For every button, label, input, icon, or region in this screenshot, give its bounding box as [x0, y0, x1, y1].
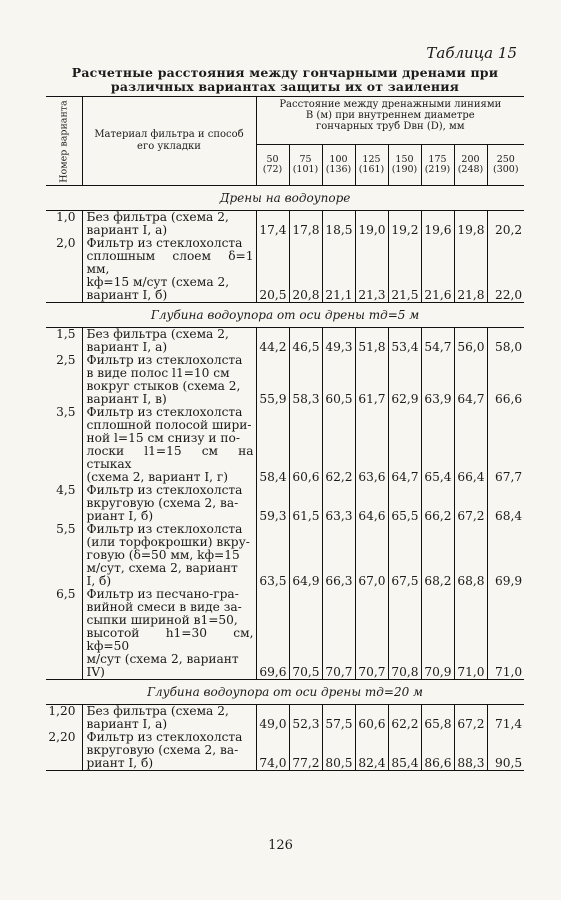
- header-diameter: 250 (300): [487, 145, 524, 186]
- table-row: [46, 237, 524, 303]
- distance-value: 61,7: [355, 354, 388, 406]
- filter-description: Фильтр из стеклохолста вкруговую (схема 2, ва- риант I, б): [82, 731, 256, 771]
- table-row: [46, 588, 524, 680]
- distance-value: 19,0: [355, 211, 388, 238]
- page-number: 126: [268, 838, 293, 853]
- distance-value: 85,4: [388, 731, 421, 771]
- distance-value: 70,8: [388, 588, 421, 680]
- header-diameter: 150 (190): [388, 145, 421, 186]
- distance-value: 55,9: [256, 354, 289, 406]
- table-row: [46, 523, 524, 588]
- distance-value: 49,3: [322, 328, 355, 355]
- table-row: [46, 211, 524, 238]
- distance-value: 66,2: [421, 484, 454, 523]
- distance-value: 52,3: [289, 705, 322, 732]
- distance-value: 19,2: [388, 211, 421, 238]
- variant-number: 4,5: [46, 484, 82, 523]
- distance-value: 63,9: [421, 354, 454, 406]
- header-diameter: 200 (248): [454, 145, 487, 186]
- distance-value: 62,2: [388, 705, 421, 732]
- distance-value: 67,0: [355, 523, 388, 588]
- distance-value: 51,8: [355, 328, 388, 355]
- distance-value: 58,3: [289, 354, 322, 406]
- header-diameter: 100 (136): [322, 145, 355, 186]
- table-row: [46, 484, 524, 523]
- distance-value: 19,6: [421, 211, 454, 238]
- distance-value: 61,5: [289, 484, 322, 523]
- distance-value: 46,5: [289, 328, 322, 355]
- distance-value: 90,5: [487, 731, 524, 771]
- distance-value: 20,8: [289, 237, 322, 303]
- header-diameter: 50 (72): [256, 145, 289, 186]
- distance-value: 64,7: [454, 354, 487, 406]
- distance-value: 21,3: [355, 237, 388, 303]
- distance-value: 66,3: [322, 523, 355, 588]
- distance-value: 77,2: [289, 731, 322, 771]
- distance-value: 67,7: [494, 470, 523, 484]
- distance-value: 21,8: [454, 237, 487, 303]
- distance-value: 82,4: [355, 731, 388, 771]
- table-row: [46, 705, 524, 732]
- distance-value: 18,5: [322, 211, 355, 238]
- distance-value: 60,6: [289, 406, 322, 484]
- table-row: [46, 731, 524, 771]
- header-diameter: 125 (161): [355, 145, 388, 186]
- distance-value: 74,0: [256, 731, 289, 771]
- table-title: [70, 66, 500, 94]
- variant-number: 6,5: [46, 588, 82, 680]
- distance-value: 68,8: [454, 523, 487, 588]
- distance-value: 44,2: [256, 328, 289, 355]
- variant-number: 1,0: [46, 211, 82, 238]
- distance-value: 17,8: [289, 211, 322, 238]
- distance-value: 58,4: [256, 406, 289, 484]
- title-line-2: различных вариантах защиты их от заиления: [110, 79, 460, 94]
- header-diameter: 75 (101): [289, 145, 322, 186]
- distance-value: 19,8: [454, 211, 487, 238]
- distance-value: 70,7: [355, 588, 388, 680]
- distance-value: 68,4: [494, 509, 523, 523]
- distance-value: 63,6: [355, 406, 388, 484]
- table-row: [46, 406, 524, 484]
- distance-value: 71,0: [487, 588, 524, 680]
- distance-value: 54,7: [421, 328, 454, 355]
- header-material: Материал фильтра и способ его укладки: [82, 97, 256, 186]
- drain-distance-table: [46, 96, 524, 771]
- variant-number: 2,0: [46, 237, 82, 303]
- distance-value: 21,6: [421, 237, 454, 303]
- distance-value: 68,2: [421, 523, 454, 588]
- table-caption: Таблица 15: [426, 44, 517, 62]
- distance-value: 67,5: [388, 523, 421, 588]
- distance-value: 70,5: [289, 588, 322, 680]
- distance-value: 21,1: [322, 237, 355, 303]
- table-row: [46, 328, 524, 355]
- filter-description: Без фильтра (схема 2, вариант I, а): [82, 328, 256, 355]
- distance-value: 86,6: [421, 731, 454, 771]
- distance-value: 71,0: [454, 588, 487, 680]
- title-line-1: Расчетные расстояния между гончарными дренами при: [71, 65, 499, 80]
- variant-number: 1,5: [46, 328, 82, 355]
- distance-value: 69,9: [494, 574, 523, 588]
- distance-value: 65,4: [421, 406, 454, 484]
- header-distance: Расстояние между дренажными линиями В (м) при внутреннем диаметре гончарных труб Dвн (D), мм: [256, 97, 524, 145]
- distance-value: 66,6: [494, 392, 523, 406]
- distance-value: 64,7: [388, 406, 421, 484]
- distance-value: 64,9: [289, 523, 322, 588]
- distance-value: 69,6: [256, 588, 289, 680]
- distance-value: 56,0: [454, 328, 487, 355]
- distance-value: 67,2: [454, 705, 487, 732]
- distance-value: 60,5: [322, 354, 355, 406]
- distance-value: 57,5: [322, 705, 355, 732]
- distance-value: 17,4: [256, 211, 289, 238]
- distance-value: 63,5: [256, 523, 289, 588]
- distance-value: 59,3: [256, 484, 289, 523]
- distance-value: 70,9: [421, 588, 454, 680]
- filter-description: Фильтр из песчано-гра- вийной смеси в виде за- сыпки шириной в1=50, высотой h1=30 см, kф=50 м/сут (схема 2, вариант IV): [82, 588, 256, 680]
- table-row: [46, 354, 524, 406]
- distance-value: 66,4: [454, 406, 487, 484]
- distance-value: 63,3: [322, 484, 355, 523]
- distance-value: 53,4: [388, 328, 421, 355]
- header-variant-number: Номер варианта: [46, 97, 82, 186]
- section-title: Дрены на водоупоре: [219, 191, 351, 205]
- section-title: Глубина водоупора от оси дрены mд=5 м: [150, 308, 420, 322]
- distance-value: 65,5: [388, 484, 421, 523]
- distance-value: 80,5: [322, 731, 355, 771]
- distance-value: 21,5: [388, 237, 421, 303]
- distance-value: 65,8: [421, 705, 454, 732]
- variant-number: 2,20: [46, 731, 82, 771]
- distance-value: 22,0: [487, 237, 524, 303]
- filter-description: Фильтр из стеклохолста вкруговую (схема 2, ва- риант I, б): [82, 484, 256, 523]
- variant-number: 1,20: [46, 705, 82, 732]
- filter-description: Без фильтра (схема 2, вариант I, а): [82, 211, 256, 238]
- distance-value: 62,9: [388, 354, 421, 406]
- distance-value: 67,2: [454, 484, 487, 523]
- distance-value: 60,6: [355, 705, 388, 732]
- distance-value: 20,2: [487, 211, 524, 238]
- distance-value: 71,4: [487, 705, 524, 732]
- variant-number: 5,5: [46, 523, 82, 588]
- distance-value: 62,2: [322, 406, 355, 484]
- filter-description: Фильтр из стеклохолста сплошной полосой шири- ной l=15 см снизу и по- лоски l1=15 см на стыках (схема 2, вариант I, г): [82, 406, 256, 484]
- distance-value: 20,5: [256, 237, 289, 303]
- distance-value: 70,7: [322, 588, 355, 680]
- distance-value: 58,0: [487, 328, 524, 355]
- variant-number: 3,5: [46, 406, 82, 484]
- header-diameter: 175 (219): [421, 145, 454, 186]
- distance-value: 88,3: [454, 731, 487, 771]
- filter-description: Без фильтра (схема 2, вариант I, а): [82, 705, 256, 732]
- filter-description: Фильтр из стеклохолста сплошным слоем δ=1 мм, kф=15 м/сут (схема 2, вариант I, б): [82, 237, 256, 303]
- distance-value: 64,6: [355, 484, 388, 523]
- distance-value: 49,0: [256, 705, 289, 732]
- section-title: Глубина водоупора от оси дрены mд=20 м: [147, 685, 423, 699]
- variant-number: 2,5: [46, 354, 82, 406]
- filter-description: Фильтр из стеклохолста (или торфокрошки) вкру- говую (δ=50 мм, kф=15 м/сут, схема 2, вариант I, б): [82, 523, 256, 588]
- filter-description: Фильтр из стеклохолста в виде полос l1=10 см вокруг стыков (схема 2, вариант I, в): [82, 354, 256, 406]
